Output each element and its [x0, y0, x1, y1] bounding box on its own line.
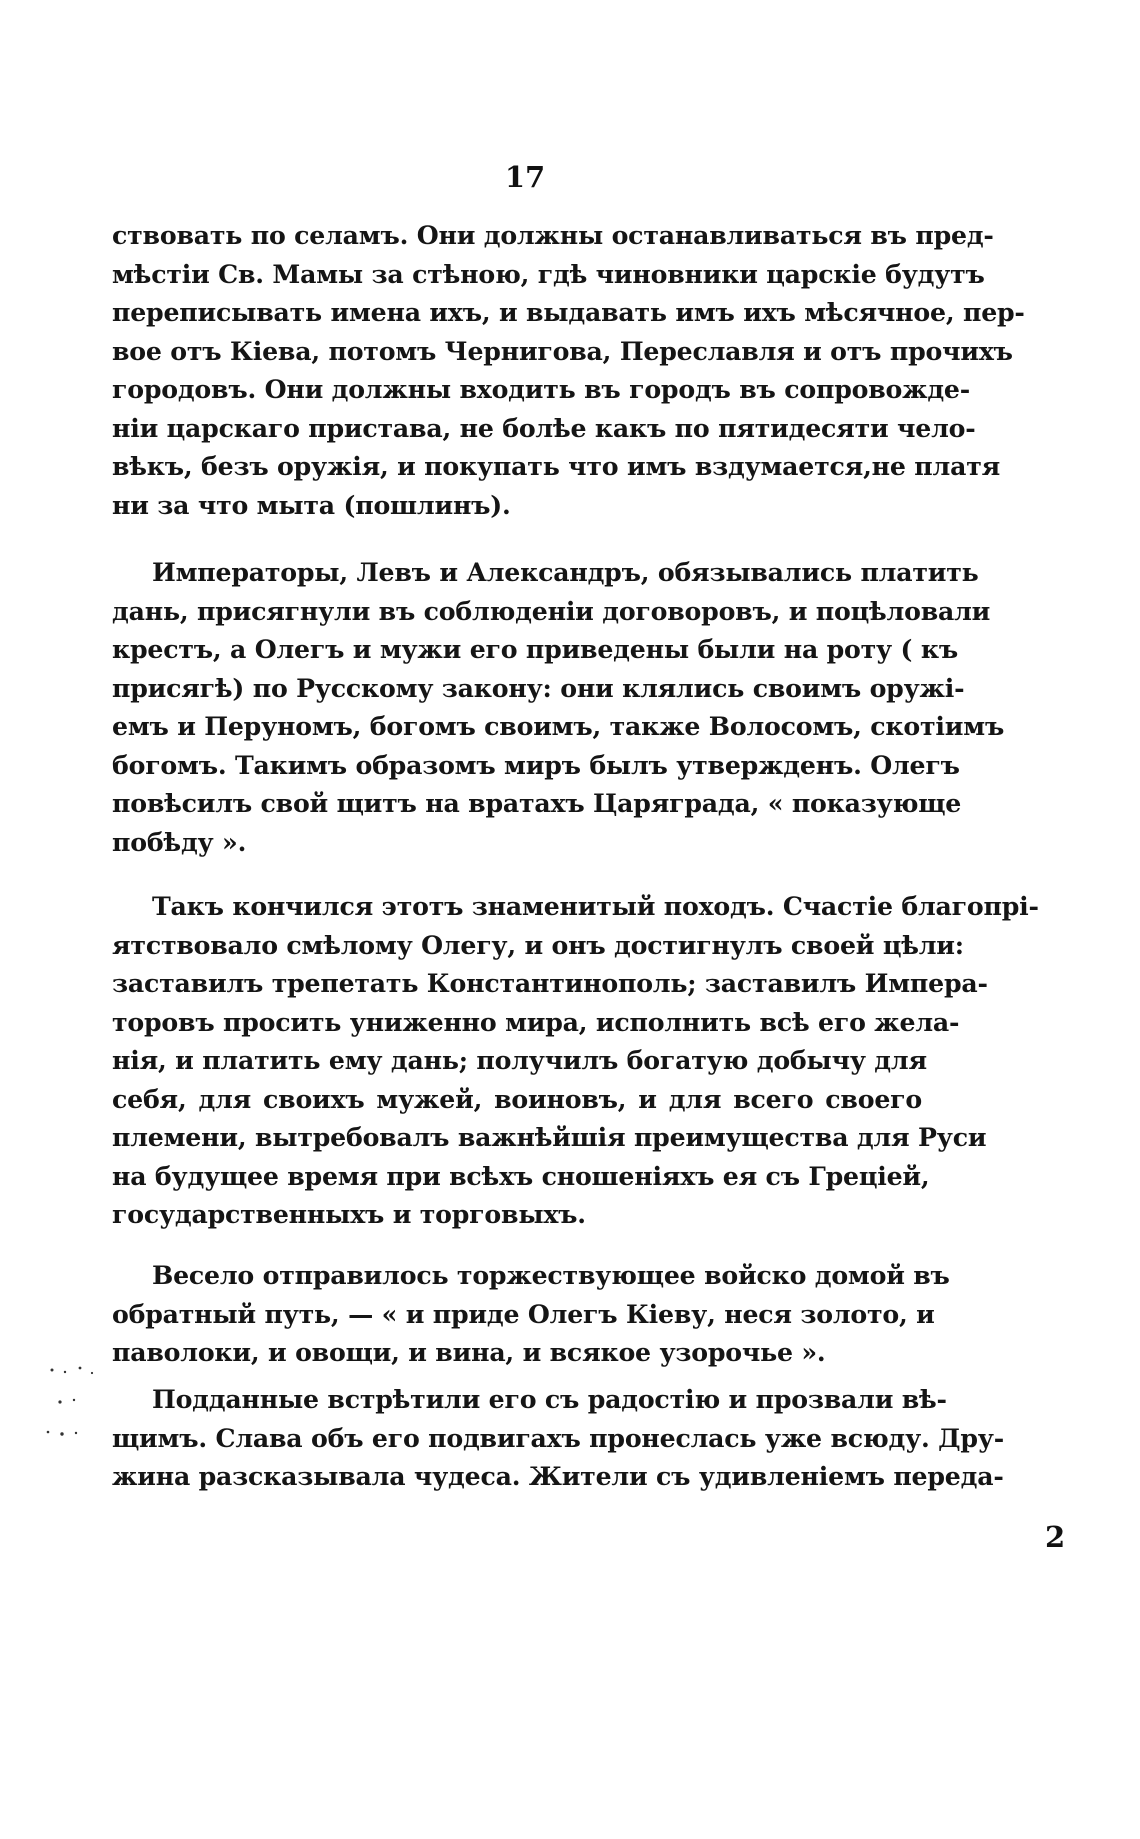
text-line: на будущее время при всѣхъ сношеніяхъ ея съ Греціей, [112, 1160, 930, 1191]
text-line: обратный путь, — « и приде Олегъ Кіеву, неся золото, и [112, 1298, 935, 1329]
paragraph-5 [112, 1380, 1004, 1496]
text-line: Весело отправилось торжествующее войско домой въ [152, 1260, 950, 1290]
paragraph-4 [112, 1256, 950, 1372]
text-line: вое отъ Кіева, потомъ Чернигова, Переславля и отъ прочихъ [112, 335, 1013, 366]
signature-mark: 2 [1045, 1520, 1066, 1554]
paragraph-1 [112, 216, 1025, 524]
text-line: жина разсказывала чудеса. Жители съ удивленіемъ переда- [112, 1461, 1004, 1491]
text-line: повѣсилъ свой щитъ на вратахъ Царяграда, « показующе [112, 788, 962, 818]
text-line: ствовать по селамъ. Они должны останавливаться въ пред- [112, 220, 994, 250]
text-line: торовъ просить униженно мира, исполнить всѣ его жела- [112, 1006, 960, 1037]
text-line: Императоры, Левъ и Александръ, обязывались платить [152, 557, 979, 587]
text-line: ніи царскаго пристава, не болѣе какъ по пятидесяти чело- [112, 412, 976, 443]
print-specks [40, 1362, 140, 1442]
text-line: емъ и Перуномъ, богомъ своимъ, также Волосомъ, скотіимъ [112, 711, 1005, 741]
text-line: ни за что мыта (пошлинъ). [112, 489, 511, 520]
text-line: государственныхъ и торговыхъ. [112, 1199, 586, 1229]
text-line: вѣкъ, безъ оружія, и покупать что имъ вздумается,не платя [112, 451, 1001, 481]
text-line: Такъ кончился этотъ знаменитый походъ. Счастіе благопрі- [152, 891, 1039, 921]
text-line: дань, присягнули въ соблюденіи договоровъ, и поцѣловали [112, 595, 991, 626]
text-line: присягѣ) по Русскому закону: они клялись своимъ оружі- [112, 672, 965, 703]
text-line: племени, вытребовалъ важнѣйшія преимущества для Руси [112, 1122, 987, 1152]
text-line: Подданные встрѣтили его съ радостію и прозвали вѣ- [152, 1384, 947, 1414]
text-line: переписывать имена ихъ, и выдавать имъ ихъ мѣсячное, пер- [112, 297, 1025, 327]
text-line: мѣстіи Св. Мамы за стѣною, гдѣ чиновники царскіе будутъ [112, 258, 985, 289]
text-line: паволоки, и овощи, и вина, и всякое узорочье ». [112, 1337, 826, 1367]
text-line: нія, и платить ему дань; получилъ богатую добычу для [112, 1045, 927, 1075]
text-line: крестъ, а Олегъ и мужи его приведены были на роту ( къ [112, 634, 958, 664]
text-line: щимъ. Слава объ его подвигахъ пронеслась уже всюду. Дру- [112, 1422, 1004, 1453]
paragraph-2 [112, 553, 1005, 861]
text-line: побѣду ». [112, 826, 247, 857]
text-line: богомъ. Такимъ образомъ миръ былъ утвержденъ. Олегъ [112, 749, 960, 780]
paragraph-3 [112, 887, 1039, 1234]
text-line: городовъ. Они должны входить въ городъ въ сопровожде- [112, 374, 970, 404]
text-line: заставилъ трепетать Константинополь; заставилъ Импера- [112, 968, 988, 998]
text-line: себя, для своихъ мужей, воиновъ, и для всего своего [112, 1083, 922, 1114]
text-line: ятствовало смѣлому Олегу, и онъ достигнулъ своей цѣли: [112, 929, 964, 960]
page-number: 17 [504, 160, 546, 194]
